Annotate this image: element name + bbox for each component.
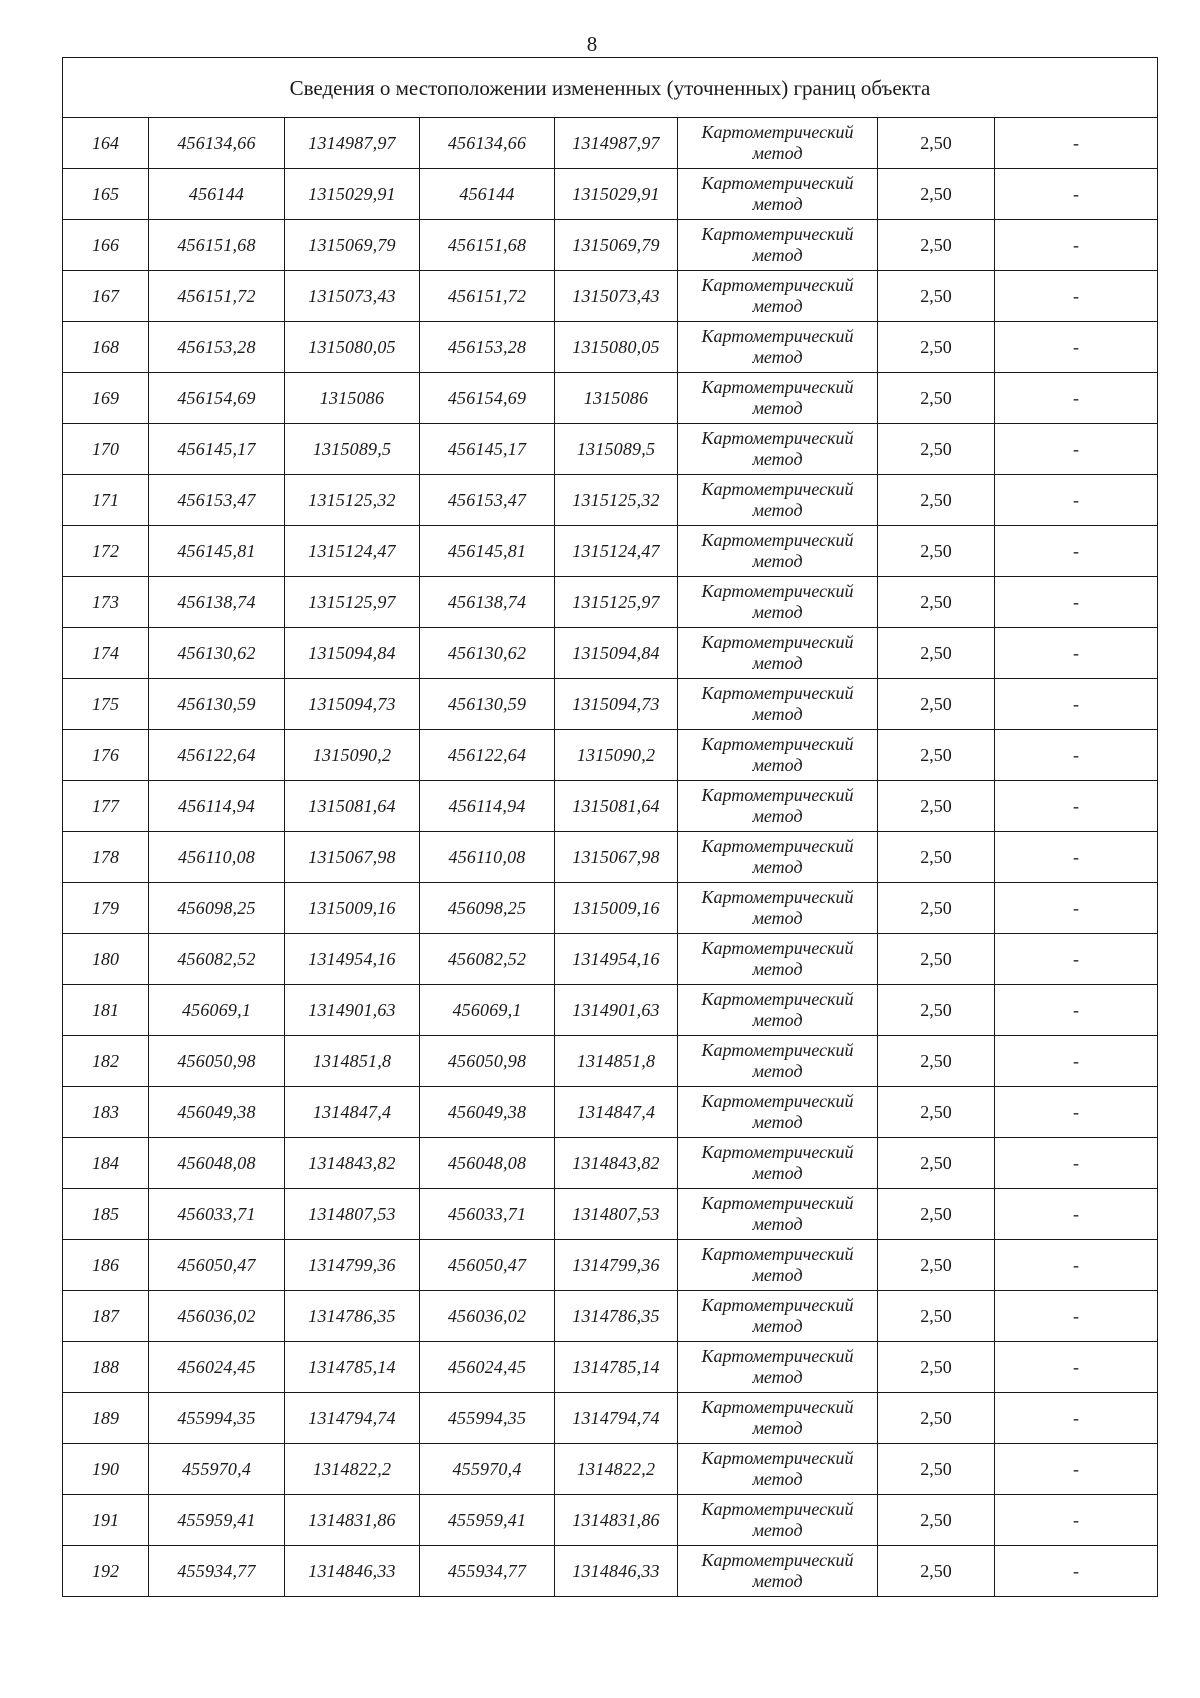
cell-x-old: 455934,77 (149, 1546, 285, 1597)
cell-description: - (995, 220, 1158, 271)
cell-method: Картометрический метод (678, 1495, 878, 1546)
cell-x-old: 456122,64 (149, 730, 285, 781)
cell-description: - (995, 271, 1158, 322)
cell-x-old: 456153,28 (149, 322, 285, 373)
page-number: 8 (586, 32, 598, 56)
cell-x-new: 456130,59 (420, 679, 555, 730)
cell-method: Картометрический метод (678, 1240, 878, 1291)
cell-method: Картометрический метод (678, 832, 878, 883)
cell-y-new: 1314846,33 (555, 1546, 678, 1597)
cell-accuracy: 2,50 (878, 1087, 995, 1138)
cell-y-old: 1314786,35 (285, 1291, 420, 1342)
cell-x-new: 456098,25 (420, 883, 555, 934)
table-row (63, 1138, 1158, 1189)
table-row (63, 1546, 1158, 1597)
cell-y-new: 1315029,91 (555, 169, 678, 220)
cell-accuracy: 2,50 (878, 1138, 995, 1189)
cell-accuracy: 2,50 (878, 883, 995, 934)
cell-x-old: 456114,94 (149, 781, 285, 832)
cell-accuracy: 2,50 (878, 1342, 995, 1393)
cell-x-old: 456153,47 (149, 475, 285, 526)
cell-method: Картометрический метод (678, 628, 878, 679)
table-row (63, 1495, 1158, 1546)
cell-x-old: 456145,17 (149, 424, 285, 475)
cell-description: - (995, 883, 1158, 934)
cell-method: Картометрический метод (678, 373, 878, 424)
table-row (63, 883, 1158, 934)
cell-x-new: 456036,02 (420, 1291, 555, 1342)
cell-description: - (995, 577, 1158, 628)
cell-x-old: 455970,4 (149, 1444, 285, 1495)
cell-description: - (995, 475, 1158, 526)
cell-description: - (995, 1240, 1158, 1291)
cell-x-old: 456110,08 (149, 832, 285, 883)
table-row (63, 271, 1158, 322)
cell-point-number: 189 (63, 1393, 149, 1444)
cell-x-old: 456154,69 (149, 373, 285, 424)
cell-y-old: 1315069,79 (285, 220, 420, 271)
cell-x-new: 456050,98 (420, 1036, 555, 1087)
table-row (63, 373, 1158, 424)
cell-accuracy: 2,50 (878, 169, 995, 220)
cell-point-number: 185 (63, 1189, 149, 1240)
cell-point-number: 183 (63, 1087, 149, 1138)
table-row (63, 934, 1158, 985)
cell-y-old: 1315029,91 (285, 169, 420, 220)
cell-y-old: 1314847,4 (285, 1087, 420, 1138)
cell-accuracy: 2,50 (878, 577, 995, 628)
cell-method: Картометрический метод (678, 1138, 878, 1189)
cell-accuracy: 2,50 (878, 934, 995, 985)
cell-x-old: 456050,98 (149, 1036, 285, 1087)
cell-method: Картометрический метод (678, 1546, 878, 1597)
cell-x-new: 455959,41 (420, 1495, 555, 1546)
cell-accuracy: 2,50 (878, 526, 995, 577)
cell-x-old: 456082,52 (149, 934, 285, 985)
cell-y-old: 1315081,64 (285, 781, 420, 832)
cell-x-new: 456151,72 (420, 271, 555, 322)
cell-method: Картометрический метод (678, 169, 878, 220)
cell-accuracy: 2,50 (878, 1444, 995, 1495)
cell-x-new: 456122,64 (420, 730, 555, 781)
cell-y-new: 1315067,98 (555, 832, 678, 883)
cell-method: Картометрический метод (678, 730, 878, 781)
table-row (63, 322, 1158, 373)
cell-x-new: 456024,45 (420, 1342, 555, 1393)
cell-y-new: 1314901,63 (555, 985, 678, 1036)
cell-y-new: 1315073,43 (555, 271, 678, 322)
cell-x-new: 456144 (420, 169, 555, 220)
table-row (63, 424, 1158, 475)
cell-description: - (995, 373, 1158, 424)
cell-point-number: 174 (63, 628, 149, 679)
cell-y-old: 1314794,74 (285, 1393, 420, 1444)
cell-point-number: 191 (63, 1495, 149, 1546)
cell-description: - (995, 1189, 1158, 1240)
cell-y-new: 1315124,47 (555, 526, 678, 577)
cell-point-number: 165 (63, 169, 149, 220)
cell-x-new: 456069,1 (420, 985, 555, 1036)
table-row (63, 985, 1158, 1036)
cell-point-number: 180 (63, 934, 149, 985)
cell-x-old: 456134,66 (149, 118, 285, 169)
cell-point-number: 177 (63, 781, 149, 832)
table-row (63, 526, 1158, 577)
cell-method: Картометрический метод (678, 985, 878, 1036)
cell-description: - (995, 832, 1158, 883)
cell-x-old: 455959,41 (149, 1495, 285, 1546)
cell-y-new: 1315009,16 (555, 883, 678, 934)
cell-x-new: 456153,47 (420, 475, 555, 526)
cell-y-old: 1314901,63 (285, 985, 420, 1036)
cell-y-new: 1315125,32 (555, 475, 678, 526)
cell-accuracy: 2,50 (878, 1036, 995, 1087)
cell-point-number: 181 (63, 985, 149, 1036)
table-row (63, 169, 1158, 220)
cell-accuracy: 2,50 (878, 1546, 995, 1597)
cell-method: Картометрический метод (678, 1444, 878, 1495)
table-row (63, 1393, 1158, 1444)
cell-y-new: 1314954,16 (555, 934, 678, 985)
cell-x-new: 456114,94 (420, 781, 555, 832)
cell-description: - (995, 934, 1158, 985)
cell-point-number: 166 (63, 220, 149, 271)
cell-x-new: 456082,52 (420, 934, 555, 985)
cell-y-old: 1314987,97 (285, 118, 420, 169)
cell-y-old: 1315125,97 (285, 577, 420, 628)
cell-x-new: 456048,08 (420, 1138, 555, 1189)
cell-description: - (995, 628, 1158, 679)
cell-y-new: 1315080,05 (555, 322, 678, 373)
cell-x-new: 456145,81 (420, 526, 555, 577)
cell-y-new: 1314785,14 (555, 1342, 678, 1393)
cell-x-old: 456033,71 (149, 1189, 285, 1240)
cell-y-old: 1314822,2 (285, 1444, 420, 1495)
cell-description: - (995, 118, 1158, 169)
table-row (63, 220, 1158, 271)
cell-x-old: 456050,47 (149, 1240, 285, 1291)
cell-method: Картометрический метод (678, 1393, 878, 1444)
cell-y-old: 1314799,36 (285, 1240, 420, 1291)
cell-y-new: 1315090,2 (555, 730, 678, 781)
cell-y-old: 1315124,47 (285, 526, 420, 577)
cell-y-new: 1314786,35 (555, 1291, 678, 1342)
cell-point-number: 169 (63, 373, 149, 424)
table-row (63, 577, 1158, 628)
cell-x-new: 455934,77 (420, 1546, 555, 1597)
cell-method: Картометрический метод (678, 577, 878, 628)
cell-description: - (995, 1342, 1158, 1393)
cell-accuracy: 2,50 (878, 730, 995, 781)
cell-description: - (995, 985, 1158, 1036)
cell-y-old: 1315086 (285, 373, 420, 424)
cell-description: - (995, 322, 1158, 373)
cell-accuracy: 2,50 (878, 424, 995, 475)
cell-y-old: 1315073,43 (285, 271, 420, 322)
cell-y-new: 1315125,97 (555, 577, 678, 628)
cell-point-number: 168 (63, 322, 149, 373)
cell-y-new: 1314851,8 (555, 1036, 678, 1087)
cell-x-old: 456151,68 (149, 220, 285, 271)
cell-description: - (995, 1087, 1158, 1138)
cell-method: Картометрический метод (678, 322, 878, 373)
cell-method: Картометрический метод (678, 1036, 878, 1087)
cell-x-new: 456050,47 (420, 1240, 555, 1291)
cell-point-number: 184 (63, 1138, 149, 1189)
cell-y-new: 1315069,79 (555, 220, 678, 271)
cell-y-new: 1315094,73 (555, 679, 678, 730)
cell-description: - (995, 1495, 1158, 1546)
cell-method: Картометрический метод (678, 220, 878, 271)
cell-accuracy: 2,50 (878, 220, 995, 271)
cell-y-old: 1314954,16 (285, 934, 420, 985)
cell-point-number: 192 (63, 1546, 149, 1597)
cell-description: - (995, 781, 1158, 832)
cell-x-new: 456130,62 (420, 628, 555, 679)
cell-x-old: 456049,38 (149, 1087, 285, 1138)
table-body (63, 118, 1158, 1597)
table-row (63, 832, 1158, 883)
table-row (63, 1036, 1158, 1087)
table-row (63, 1342, 1158, 1393)
cell-y-old: 1315080,05 (285, 322, 420, 373)
cell-x-new: 456154,69 (420, 373, 555, 424)
cell-point-number: 187 (63, 1291, 149, 1342)
cell-y-old: 1314843,82 (285, 1138, 420, 1189)
table-row (63, 679, 1158, 730)
cell-description: - (995, 169, 1158, 220)
cell-y-new: 1315094,84 (555, 628, 678, 679)
cell-y-new: 1314794,74 (555, 1393, 678, 1444)
table-row (63, 730, 1158, 781)
cell-x-new: 456033,71 (420, 1189, 555, 1240)
table-row (63, 475, 1158, 526)
cell-description: - (995, 1036, 1158, 1087)
cell-accuracy: 2,50 (878, 322, 995, 373)
cell-accuracy: 2,50 (878, 1189, 995, 1240)
cell-accuracy: 2,50 (878, 1393, 995, 1444)
cell-y-old: 1315125,32 (285, 475, 420, 526)
table-title: Сведения о местоположении измененных (уточненных) границ объекта (63, 58, 1158, 118)
cell-y-new: 1315081,64 (555, 781, 678, 832)
cell-y-new: 1314831,86 (555, 1495, 678, 1546)
cell-y-old: 1314851,8 (285, 1036, 420, 1087)
table-row (63, 118, 1158, 169)
cell-description: - (995, 730, 1158, 781)
cell-y-old: 1315090,2 (285, 730, 420, 781)
cell-x-old: 456036,02 (149, 1291, 285, 1342)
cell-accuracy: 2,50 (878, 475, 995, 526)
cell-y-old: 1315094,84 (285, 628, 420, 679)
cell-accuracy: 2,50 (878, 679, 995, 730)
cell-method: Картометрический метод (678, 1189, 878, 1240)
cell-description: - (995, 1393, 1158, 1444)
table-row (63, 1189, 1158, 1240)
cell-point-number: 182 (63, 1036, 149, 1087)
cell-description: - (995, 1444, 1158, 1495)
cell-method: Картометрический метод (678, 118, 878, 169)
cell-x-new: 456138,74 (420, 577, 555, 628)
cell-method: Картометрический метод (678, 424, 878, 475)
cell-point-number: 164 (63, 118, 149, 169)
cell-y-new: 1315086 (555, 373, 678, 424)
table-row (63, 1444, 1158, 1495)
cell-accuracy: 2,50 (878, 118, 995, 169)
cell-description: - (995, 679, 1158, 730)
cell-point-number: 170 (63, 424, 149, 475)
cell-y-old: 1315009,16 (285, 883, 420, 934)
table-row (63, 1291, 1158, 1342)
cell-method: Картометрический метод (678, 526, 878, 577)
cell-x-new: 456049,38 (420, 1087, 555, 1138)
cell-y-new: 1314987,97 (555, 118, 678, 169)
cell-y-old: 1314831,86 (285, 1495, 420, 1546)
cell-y-new: 1314843,82 (555, 1138, 678, 1189)
cell-accuracy: 2,50 (878, 628, 995, 679)
cell-y-old: 1314846,33 (285, 1546, 420, 1597)
cell-point-number: 178 (63, 832, 149, 883)
cell-y-old: 1314807,53 (285, 1189, 420, 1240)
cell-accuracy: 2,50 (878, 271, 995, 322)
cell-point-number: 173 (63, 577, 149, 628)
table-title-row (63, 58, 1158, 118)
cell-point-number: 179 (63, 883, 149, 934)
coordinates-table (62, 57, 1158, 1597)
cell-point-number: 188 (63, 1342, 149, 1393)
cell-accuracy: 2,50 (878, 781, 995, 832)
cell-x-old: 456048,08 (149, 1138, 285, 1189)
cell-method: Картометрический метод (678, 781, 878, 832)
cell-x-new: 456145,17 (420, 424, 555, 475)
cell-point-number: 172 (63, 526, 149, 577)
cell-x-old: 456145,81 (149, 526, 285, 577)
table-row (63, 781, 1158, 832)
cell-description: - (995, 424, 1158, 475)
cell-method: Картометрический метод (678, 934, 878, 985)
cell-method: Картометрический метод (678, 1087, 878, 1138)
cell-method: Картометрический метод (678, 1291, 878, 1342)
cell-accuracy: 2,50 (878, 1495, 995, 1546)
cell-x-old: 456069,1 (149, 985, 285, 1036)
cell-method: Картометрический метод (678, 271, 878, 322)
cell-x-old: 456138,74 (149, 577, 285, 628)
cell-y-new: 1314799,36 (555, 1240, 678, 1291)
cell-point-number: 190 (63, 1444, 149, 1495)
cell-y-old: 1315067,98 (285, 832, 420, 883)
cell-x-new: 456153,28 (420, 322, 555, 373)
table-row (63, 1240, 1158, 1291)
cell-accuracy: 2,50 (878, 373, 995, 424)
cell-x-new: 456134,66 (420, 118, 555, 169)
cell-accuracy: 2,50 (878, 1240, 995, 1291)
cell-point-number: 175 (63, 679, 149, 730)
cell-x-new: 455970,4 (420, 1444, 555, 1495)
cell-point-number: 186 (63, 1240, 149, 1291)
table-row (63, 1087, 1158, 1138)
cell-y-new: 1314847,4 (555, 1087, 678, 1138)
cell-description: - (995, 1138, 1158, 1189)
cell-point-number: 171 (63, 475, 149, 526)
cell-x-old: 455994,35 (149, 1393, 285, 1444)
cell-y-new: 1314807,53 (555, 1189, 678, 1240)
cell-x-old: 456144 (149, 169, 285, 220)
cell-x-old: 456024,45 (149, 1342, 285, 1393)
cell-y-new: 1314822,2 (555, 1444, 678, 1495)
cell-x-new: 456110,08 (420, 832, 555, 883)
cell-x-old: 456130,62 (149, 628, 285, 679)
cell-point-number: 176 (63, 730, 149, 781)
cell-y-old: 1314785,14 (285, 1342, 420, 1393)
cell-x-old: 456130,59 (149, 679, 285, 730)
cell-x-old: 456151,72 (149, 271, 285, 322)
table-row (63, 628, 1158, 679)
cell-accuracy: 2,50 (878, 832, 995, 883)
cell-y-old: 1315089,5 (285, 424, 420, 475)
cell-description: - (995, 1291, 1158, 1342)
cell-method: Картометрический метод (678, 475, 878, 526)
cell-method: Картометрический метод (678, 1342, 878, 1393)
cell-accuracy: 2,50 (878, 985, 995, 1036)
cell-point-number: 167 (63, 271, 149, 322)
cell-y-new: 1315089,5 (555, 424, 678, 475)
cell-description: - (995, 1546, 1158, 1597)
cell-y-old: 1315094,73 (285, 679, 420, 730)
cell-x-new: 455994,35 (420, 1393, 555, 1444)
cell-method: Картометрический метод (678, 679, 878, 730)
cell-method: Картометрический метод (678, 883, 878, 934)
cell-accuracy: 2,50 (878, 1291, 995, 1342)
cell-description: - (995, 526, 1158, 577)
cell-x-old: 456098,25 (149, 883, 285, 934)
cell-x-new: 456151,68 (420, 220, 555, 271)
